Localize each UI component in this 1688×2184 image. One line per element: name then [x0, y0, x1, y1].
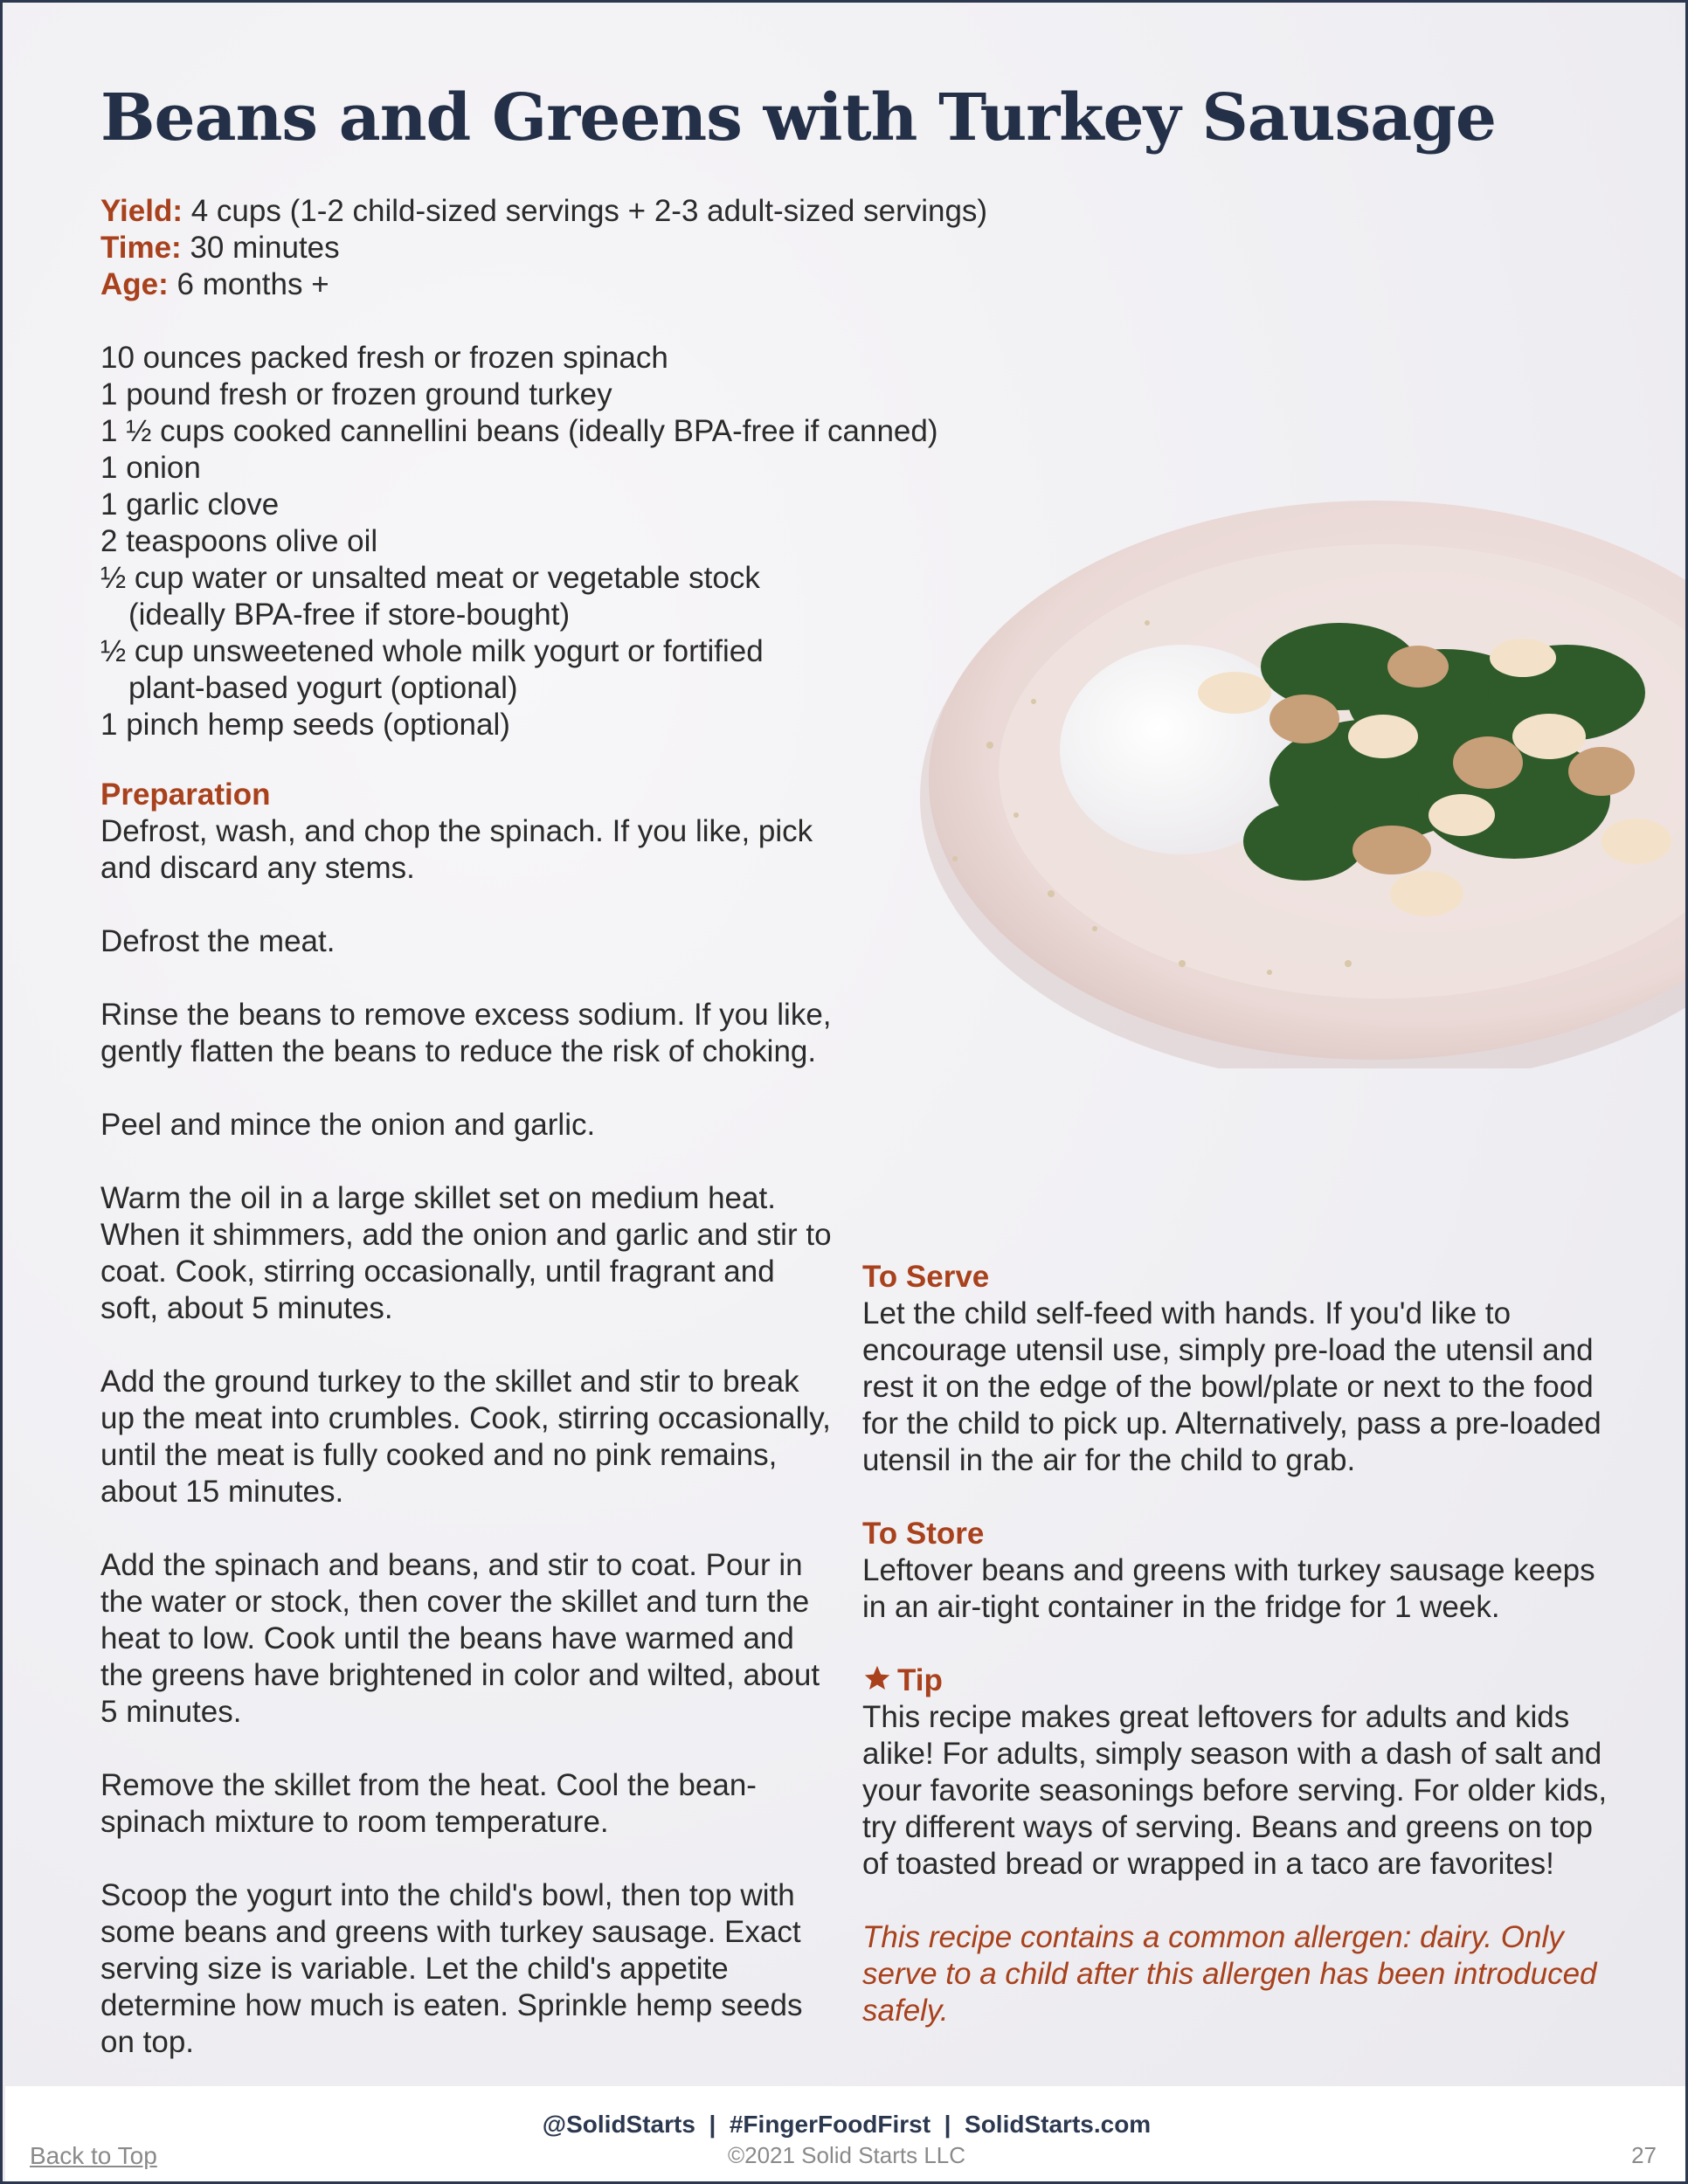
- serve-section: [862, 1259, 1614, 1479]
- page-number: 27: [1631, 2142, 1657, 2168]
- tip-text: This recipe makes great leftovers for adults and kids alike! For adults, simply season with a dash of salt and your favorite seasonings before serving. For older kids, try different ways of serving. Beans and greens on top of toasted bread or wrapped in a taco are favorites!: [862, 1700, 1608, 1881]
- page-title: Beans and Greens with Turkey Sausage: [100, 80, 1496, 156]
- ingredient-item: ½ cup unsweetened whole milk yogurt or fortified: [100, 634, 764, 668]
- preparation-section: [100, 777, 834, 2098]
- prep-step: Peel and mince the onion and garlic.: [100, 1108, 596, 1142]
- time-label: Time:: [100, 231, 182, 265]
- prep-step: Remove the skillet from the heat. Cool the bean-spinach mixture to room temperature.: [100, 1768, 757, 1839]
- serve-text: Let the child self-feed with hands. If you'd like to encourage utensil use, simply pre-load the utensil and rest it on the edge of the bowl/plate or next to the food for the child to pick up. Alternatively, pass a pre-loaded utensil in the air for the child to grab.: [862, 1296, 1602, 1477]
- back-to-top-link[interactable]: Back to Top: [30, 2142, 157, 2169]
- ingredient-item: 1 pinch hemp seeds (optional): [100, 708, 510, 742]
- store-heading: To Store: [862, 1517, 985, 1551]
- age-label: Age:: [100, 267, 169, 301]
- prep-step: Rinse the beans to remove excess sodium. If you like, gently flatten the beans to reduce the risk of choking.: [100, 998, 832, 1068]
- recipe-meta: [100, 193, 987, 303]
- footer-social-links: @SolidStarts | #FingerFoodFirst | SolidStarts.com: [542, 2111, 1152, 2138]
- allergen-warning: This recipe contains a common allergen: dairy. Only serve to a child after this allergen has been introduced safely.: [862, 1920, 1597, 2028]
- ingredients-list: [100, 340, 939, 743]
- store-section: [862, 1516, 1614, 1626]
- ingredient-item-continued: (ideally BPA-free if store-bought): [128, 598, 571, 632]
- ingredient-item: 2 teaspoons olive oil: [100, 524, 378, 558]
- prep-step: Warm the oil in a large skillet set on medium heat. When it shimmers, add the onion and garlic and stir to coat. Cook, stirring occasionally, until fragrant and soft, about 5 minutes.: [100, 1181, 832, 1325]
- yield-line: [100, 193, 987, 230]
- yield-label: Yield:: [100, 194, 183, 228]
- ingredient-item: 10 ounces packed fresh or frozen spinach: [100, 341, 668, 375]
- age-value: 6 months +: [168, 267, 329, 301]
- age-line: [100, 266, 987, 303]
- prep-step: Scoop the yogurt into the child's bowl, then top with some beans and greens with turkey sausage. Exact serving size is variable. Let the child's appetite determine how much is eaten. Sprinkle hemp seeds on top.: [100, 1878, 803, 2059]
- recipe-photo: [815, 404, 1688, 1068]
- ingredient-item: ½ cup water or unsalted meat or vegetable stock: [100, 561, 760, 595]
- prep-step: Add the ground turkey to the skillet and stir to break up the meat into crumbles. Cook, stirring occasionally, until the meat is fully cooked and no pink remains, about 15 minutes.: [100, 1365, 831, 1509]
- time-value: 30 minutes: [181, 231, 340, 265]
- preparation-heading: Preparation: [100, 778, 271, 812]
- prep-step: Defrost, wash, and chop the spinach. If you like, pick and discard any stems.: [100, 814, 813, 885]
- right-column: [862, 1259, 1614, 2029]
- ingredient-item: 1 garlic clove: [100, 487, 280, 522]
- time-line: [100, 230, 987, 266]
- yield-value: 4 cups (1-2 child-sized servings + 2-3 adult-sized servings): [183, 194, 988, 228]
- tip-section: [862, 1662, 1614, 1883]
- ingredient-item: 1 onion: [100, 451, 201, 485]
- tip-heading-row: [862, 1662, 1614, 1699]
- ingredient-item: 1 ½ cups cooked cannellini beans (ideally BPA-free if canned): [100, 414, 938, 448]
- tip-heading: Tip: [897, 1663, 943, 1697]
- store-text: Leftover beans and greens with turkey sausage keeps in an air-tight container in the fridge for 1 week.: [862, 1553, 1595, 1624]
- ingredient-item: 1 pound fresh or frozen ground turkey: [100, 377, 612, 411]
- plate-illustration: [815, 404, 1688, 1068]
- prep-step: Defrost the meat.: [100, 924, 336, 958]
- star-icon: [862, 1663, 892, 1693]
- page-footer: [5, 2086, 1688, 2184]
- ingredient-item-continued: plant-based yogurt (optional): [128, 671, 518, 705]
- prep-step: Add the spinach and beans, and stir to coat. Pour in the water or stock, then cover the skillet and turn the heat to low. Cook until the beans have warmed and the greens have brightened in color and wilted, about 5 minutes.: [100, 1548, 820, 1729]
- footer-copyright: ©2021 Solid Starts LLC: [727, 2142, 966, 2168]
- serve-heading: To Serve: [862, 1260, 990, 1294]
